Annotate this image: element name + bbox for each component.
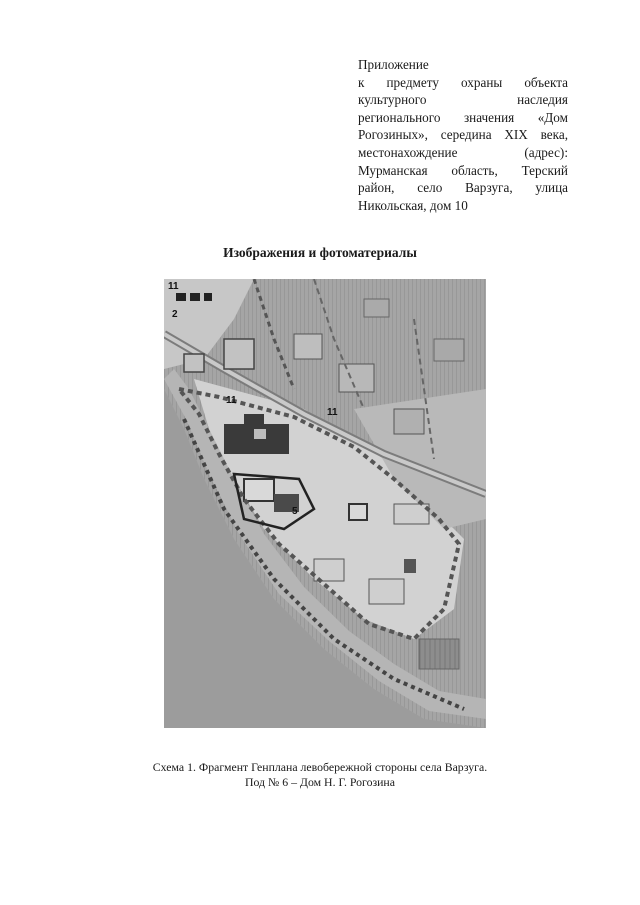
map-label: 2 — [172, 309, 178, 320]
appendix-line: Мурманская область, Терский — [358, 162, 568, 178]
appendix-line: Никольская, дом 10 — [358, 197, 468, 213]
section-heading: Изображения и фотоматериалы — [223, 245, 417, 260]
map-graphic — [164, 279, 486, 728]
map-label: 11 — [168, 281, 179, 292]
appendix-line: культурного наследия — [358, 92, 568, 108]
appendix-line: местонахождение (адрес): — [358, 144, 568, 160]
general-plan-map — [164, 279, 486, 728]
map-label: 11 — [327, 407, 338, 418]
map-caption — [0, 760, 640, 789]
map-label: 5 — [292, 506, 298, 517]
map-label: 11 — [226, 395, 237, 406]
appendix-line: регионального значения «Дом — [358, 109, 568, 125]
appendix-line: к предмету охраны объекта — [358, 74, 568, 90]
appendix-line: район, село Варзуга, улица — [358, 180, 568, 196]
caption-line-1: Схема 1. Фрагмент Генплана левобережной стороны села Варзуга. — [152, 760, 488, 774]
caption-line-2: Под № 6 – Дом Н. Г. Рогозина — [244, 774, 395, 789]
appendix-block — [358, 56, 568, 214]
appendix-line: Рогозиных», середина XIX века, — [358, 127, 568, 143]
appendix-line: Приложение — [358, 57, 429, 72]
